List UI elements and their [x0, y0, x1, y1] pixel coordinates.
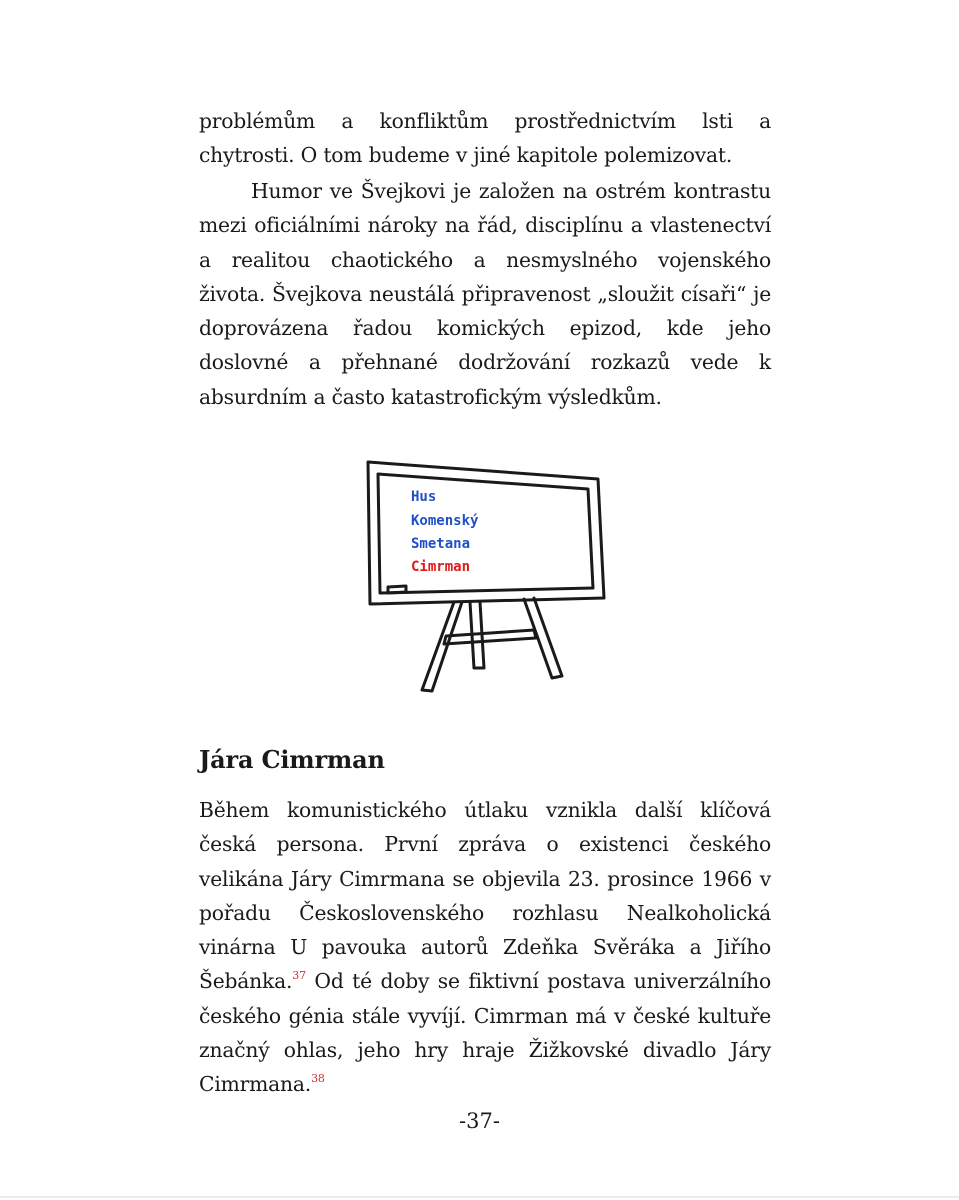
- board-outer-frame: [368, 462, 604, 604]
- board-name-cimrman: Cimrman: [411, 559, 471, 575]
- footnote-ref-37[interactable]: 37: [292, 969, 306, 983]
- paragraph-text-2: Humor ve Švejkovi je založen na ostrém kontrastu mezi oficiálními nároky na řád, disciplínu a vlastenectví a realitou chaotického a nesmyslného vojenského života. Švejkova neustálá připravenost „sloužit císaři“ je doprovázena řadou komických epizod, kde jeho doslovné a přehnané dodržování rozkazů vede k absurdním a často katastrofickým výsledkům.: [199, 179, 771, 409]
- paragraph-text-3b: Od té doby se fiktivní postava univerzálního českého génia stále vyvíjí. Cimrman má v české kultuře značný ohlas, jeho hry hraje Žižkovské divadlo Járy Cimrmana.: [199, 969, 771, 1097]
- paragraph-text-3: [199, 793, 771, 1102]
- board-name-komensky: Komenský: [411, 513, 479, 529]
- board-name-hus: Hus: [411, 489, 437, 505]
- easel-leg-left: [422, 602, 462, 691]
- page-number: -37-: [459, 1109, 500, 1133]
- footnote-ref-38[interactable]: 38: [311, 1072, 325, 1086]
- paragraph-text-3a: Během komunistického útlaku vznikla další klíčová česká persona. První zpráva o existenci českého velikána Járy Cimrmana se objevila 23. prosince 1966 v pořadu Československého rozhlasu Nealkoholická vinárna U pavouka autorů Zdeňka Svěráka a Jiřího Šebánka.: [199, 798, 771, 994]
- section-heading: Jára Cimrman: [199, 745, 385, 774]
- paragraph-humor: [199, 174, 771, 414]
- easel-whiteboard-drawing: [358, 452, 610, 698]
- paragraph-text-1: problémům a konfliktům prostřednictvím lsti a chytrosti. O tom budeme v jiné kapitole polemizovat.: [199, 109, 771, 168]
- board-name-smetana: Smetana: [411, 536, 471, 552]
- easel-crossbar: [444, 630, 536, 644]
- marker-icon: [388, 586, 406, 593]
- paragraph-continuation: [199, 104, 771, 173]
- page-bottom-divider: [0, 1196, 959, 1198]
- whiteboard-illustration: [358, 452, 610, 698]
- paragraph-cimrman: [199, 793, 771, 1102]
